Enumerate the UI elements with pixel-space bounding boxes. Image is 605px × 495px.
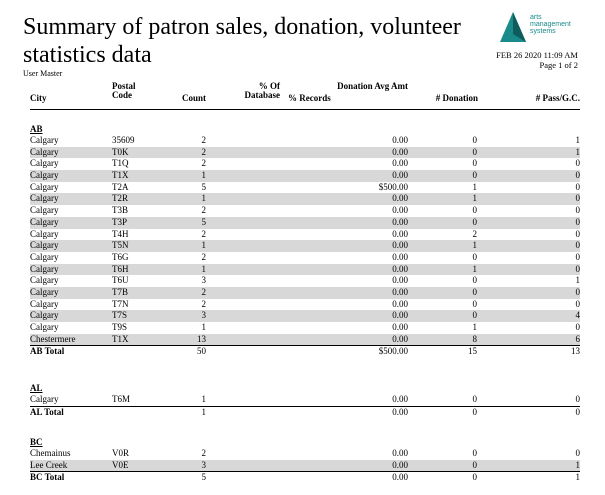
logo-text: arts management systems <box>530 14 571 35</box>
table-row <box>30 460 580 472</box>
donation-avg-cell: 0.00 <box>392 158 408 169</box>
total-donation-avg-cell: 0.00 <box>392 472 408 483</box>
city-cell: Chemainus <box>30 448 71 458</box>
table-row <box>30 322 580 334</box>
city-cell: Calgary <box>30 240 59 251</box>
donation-avg-cell: 0.00 <box>392 286 408 297</box>
table-header <box>30 80 580 108</box>
pass-gc-cell: 0 <box>575 298 580 309</box>
group-bc-rows <box>30 448 580 484</box>
report-subtitle: User Master <box>23 69 63 78</box>
donation-avg-cell: 0.00 <box>392 263 408 274</box>
postal-code-cell: T4H <box>112 228 129 239</box>
page-indicator: Page 1 of 2 <box>539 60 578 70</box>
donation-avg-cell: 0.00 <box>392 459 408 470</box>
donation-count-cell: 1 <box>472 181 477 192</box>
group-label-ab: AB <box>30 124 43 134</box>
donation-count-cell: 2 <box>472 228 477 239</box>
city-cell: Calgary <box>30 158 59 169</box>
pass-gc-cell: 6 <box>575 333 580 344</box>
donation-count-cell: 1 <box>472 263 477 274</box>
postal-code-cell: T3B <box>112 205 129 216</box>
pass-gc-cell: 0 <box>575 240 580 251</box>
count-cell: 3 <box>201 275 206 286</box>
total-donation-count-cell: 0 <box>472 406 477 417</box>
pass-gc-cell: 0 <box>575 448 580 458</box>
donation-avg-cell: 0.00 <box>392 205 408 216</box>
pass-gc-cell: 0 <box>575 193 580 204</box>
donation-avg-cell: 0.00 <box>392 193 408 204</box>
col-header-donation-avg: Donation Avg Amt <box>337 81 408 91</box>
table-row <box>30 394 580 406</box>
postal-code-cell: T1X <box>112 170 129 181</box>
pass-gc-cell: 0 <box>575 286 580 297</box>
pass-gc-cell: 0 <box>575 251 580 262</box>
header-divider <box>30 109 580 110</box>
donation-count-cell: 0 <box>472 158 477 169</box>
city-cell: Calgary <box>30 205 59 216</box>
postal-code-cell: T6H <box>112 263 129 274</box>
donation-count-cell: 0 <box>472 310 477 321</box>
postal-code-cell: V0R <box>112 448 130 458</box>
donation-count-cell: 0 <box>472 216 477 227</box>
count-cell: 1 <box>201 394 206 404</box>
postal-code-cell: V0E <box>112 459 129 470</box>
total-pass-gc-cell: 0 <box>575 406 580 417</box>
donation-count-cell: 1 <box>472 322 477 332</box>
donation-count-cell: 0 <box>472 251 477 262</box>
table-row <box>30 135 580 147</box>
table-row <box>30 217 580 229</box>
group-al-rows <box>30 394 580 418</box>
col-header-num-donation: # Donation <box>435 93 478 103</box>
col-header-postal: Postal Code <box>112 81 136 100</box>
table-row <box>30 158 580 170</box>
table-row <box>30 310 580 322</box>
total-label: AL Total <box>30 406 64 417</box>
count-cell: 2 <box>201 286 206 297</box>
report-title: Summary of patron sales, donation, volunteer statistics data <box>23 14 461 68</box>
count-cell: 2 <box>201 158 206 169</box>
pass-gc-cell: 1 <box>575 135 580 145</box>
pass-gc-cell: 0 <box>575 216 580 227</box>
pass-gc-cell: 0 <box>575 205 580 216</box>
pass-gc-cell: 0 <box>575 322 580 332</box>
table-row <box>30 170 580 182</box>
donation-count-cell: 8 <box>472 333 477 344</box>
postal-code-cell: T7S <box>112 310 128 321</box>
col-header-pass-gc: # Pass/G.C. <box>535 93 580 103</box>
donation-avg-cell: 0.00 <box>392 322 408 332</box>
group-ab-rows <box>30 135 580 358</box>
postal-code-cell: 35609 <box>112 135 135 145</box>
total-row <box>30 472 580 484</box>
donation-avg-cell: 0.00 <box>392 333 408 344</box>
count-cell: 1 <box>201 193 206 204</box>
city-cell: Calgary <box>30 181 59 192</box>
postal-code-cell: T1X <box>112 333 129 344</box>
donation-avg-cell: 0.00 <box>392 298 408 309</box>
count-cell: 5 <box>201 181 206 192</box>
company-logo <box>498 10 588 48</box>
pass-gc-cell: 1 <box>575 459 580 470</box>
city-cell: Calgary <box>30 146 59 157</box>
donation-avg-cell: 0.00 <box>392 240 408 251</box>
city-cell: Calgary <box>30 251 59 262</box>
table-row <box>30 252 580 264</box>
count-cell: 5 <box>201 216 206 227</box>
total-label: BC Total <box>30 472 65 483</box>
count-cell: 1 <box>201 322 206 332</box>
donation-avg-cell: 0.00 <box>392 394 408 404</box>
donation-avg-cell: 0.00 <box>392 170 408 181</box>
postal-code-cell: T0K <box>112 146 129 157</box>
postal-code-cell: T7B <box>112 286 129 297</box>
count-cell: 2 <box>201 228 206 239</box>
city-cell: Lee Creek <box>30 459 68 470</box>
postal-code-cell: T3P <box>112 216 128 227</box>
col-header-pct-database: % Of Database <box>244 81 280 100</box>
table-row <box>30 182 580 194</box>
total-row <box>30 346 580 358</box>
pass-gc-cell: 1 <box>575 275 580 286</box>
group-label-al: AL <box>30 383 43 393</box>
city-cell: Calgary <box>30 193 59 204</box>
table-row <box>30 229 580 241</box>
donation-avg-cell: 0.00 <box>392 216 408 227</box>
donation-count-cell: 0 <box>472 459 477 470</box>
col-header-city: City <box>30 93 47 103</box>
donation-avg-cell: $500.00 <box>378 181 408 192</box>
donation-count-cell: 0 <box>472 170 477 181</box>
col-header-pct-records: % Records <box>288 93 331 103</box>
city-cell: Calgary <box>30 216 59 227</box>
group-label-bc: BC <box>30 437 43 447</box>
donation-avg-cell: 0.00 <box>392 310 408 321</box>
count-cell: 1 <box>201 263 206 274</box>
city-cell: Calgary <box>30 322 59 332</box>
donation-count-cell: 0 <box>472 205 477 216</box>
donation-avg-cell: 0.00 <box>392 146 408 157</box>
table-row <box>30 299 580 311</box>
total-donation-avg-cell: $500.00 <box>378 346 408 357</box>
table-row <box>30 264 580 276</box>
count-cell: 1 <box>201 240 206 251</box>
table-row <box>30 287 580 299</box>
table-row <box>30 334 580 346</box>
city-cell: Calgary <box>30 310 59 321</box>
count-cell: 2 <box>201 135 206 145</box>
city-cell: Calgary <box>30 275 59 286</box>
pass-gc-cell: 0 <box>575 263 580 274</box>
postal-code-cell: T9S <box>112 322 128 332</box>
city-cell: Calgary <box>30 228 59 239</box>
postal-code-cell: T7N <box>112 298 129 309</box>
city-cell: Calgary <box>30 263 59 274</box>
donation-count-cell: 0 <box>472 275 477 286</box>
pass-gc-cell: 1 <box>575 146 580 157</box>
total-count-cell: 1 <box>201 406 206 417</box>
count-cell: 2 <box>201 251 206 262</box>
pass-gc-cell: 4 <box>575 310 580 321</box>
donation-avg-cell: 0.00 <box>392 135 408 145</box>
donation-count-cell: 0 <box>472 298 477 309</box>
donation-count-cell: 0 <box>472 286 477 297</box>
city-cell: Calgary <box>30 298 59 309</box>
donation-avg-cell: 0.00 <box>392 251 408 262</box>
pass-gc-cell: 0 <box>575 170 580 181</box>
donation-count-cell: 0 <box>472 146 477 157</box>
city-cell: Calgary <box>30 170 59 181</box>
postal-code-cell: T1Q <box>112 158 129 169</box>
postal-code-cell: T2A <box>112 181 129 192</box>
total-count-cell: 50 <box>197 346 206 357</box>
total-count-cell: 5 <box>201 472 206 483</box>
count-cell: 2 <box>201 205 206 216</box>
count-cell: 2 <box>201 146 206 157</box>
total-pass-gc-cell: 1 <box>575 472 580 483</box>
count-cell: 13 <box>197 333 206 344</box>
donation-count-cell: 0 <box>472 394 477 404</box>
report-date: FEB 26 2020 11:09 AM <box>496 50 578 60</box>
postal-code-cell: T5N <box>112 240 129 251</box>
donation-avg-cell: 0.00 <box>392 228 408 239</box>
donation-count-cell: 1 <box>472 240 477 251</box>
report-meta <box>496 50 578 70</box>
city-cell: Calgary <box>30 286 59 297</box>
donation-count-cell: 0 <box>472 135 477 145</box>
postal-code-cell: T6U <box>112 275 129 286</box>
count-cell: 3 <box>201 459 206 470</box>
logo-mark-icon <box>498 10 528 44</box>
total-row <box>30 407 580 419</box>
total-label: AB Total <box>30 346 65 357</box>
total-pass-gc-cell: 13 <box>571 346 580 357</box>
table-row <box>30 205 580 217</box>
count-cell: 1 <box>201 170 206 181</box>
table-row <box>30 275 580 287</box>
city-cell: Calgary <box>30 394 59 404</box>
donation-avg-cell: 0.00 <box>392 448 408 458</box>
postal-code-cell: T6G <box>112 251 129 262</box>
pass-gc-cell: 0 <box>575 228 580 239</box>
postal-code-cell: T6M <box>112 394 130 404</box>
city-cell: Chestermere <box>30 333 76 344</box>
col-header-count: Count <box>181 93 206 103</box>
table-row <box>30 240 580 252</box>
pass-gc-cell: 0 <box>575 394 580 404</box>
city-cell: Calgary <box>30 135 59 145</box>
table-row <box>30 147 580 159</box>
donation-count-cell: 1 <box>472 193 477 204</box>
total-donation-count-cell: 0 <box>472 472 477 483</box>
table-row <box>30 448 580 460</box>
count-cell: 3 <box>201 310 206 321</box>
total-donation-avg-cell: 0.00 <box>392 406 408 417</box>
total-donation-count-cell: 15 <box>468 346 477 357</box>
count-cell: 2 <box>201 298 206 309</box>
pass-gc-cell: 0 <box>575 181 580 192</box>
postal-code-cell: T2R <box>112 193 129 204</box>
pass-gc-cell: 0 <box>575 158 580 169</box>
table-row <box>30 193 580 205</box>
donation-count-cell: 0 <box>472 448 477 458</box>
count-cell: 2 <box>201 448 206 458</box>
donation-avg-cell: 0.00 <box>392 275 408 286</box>
